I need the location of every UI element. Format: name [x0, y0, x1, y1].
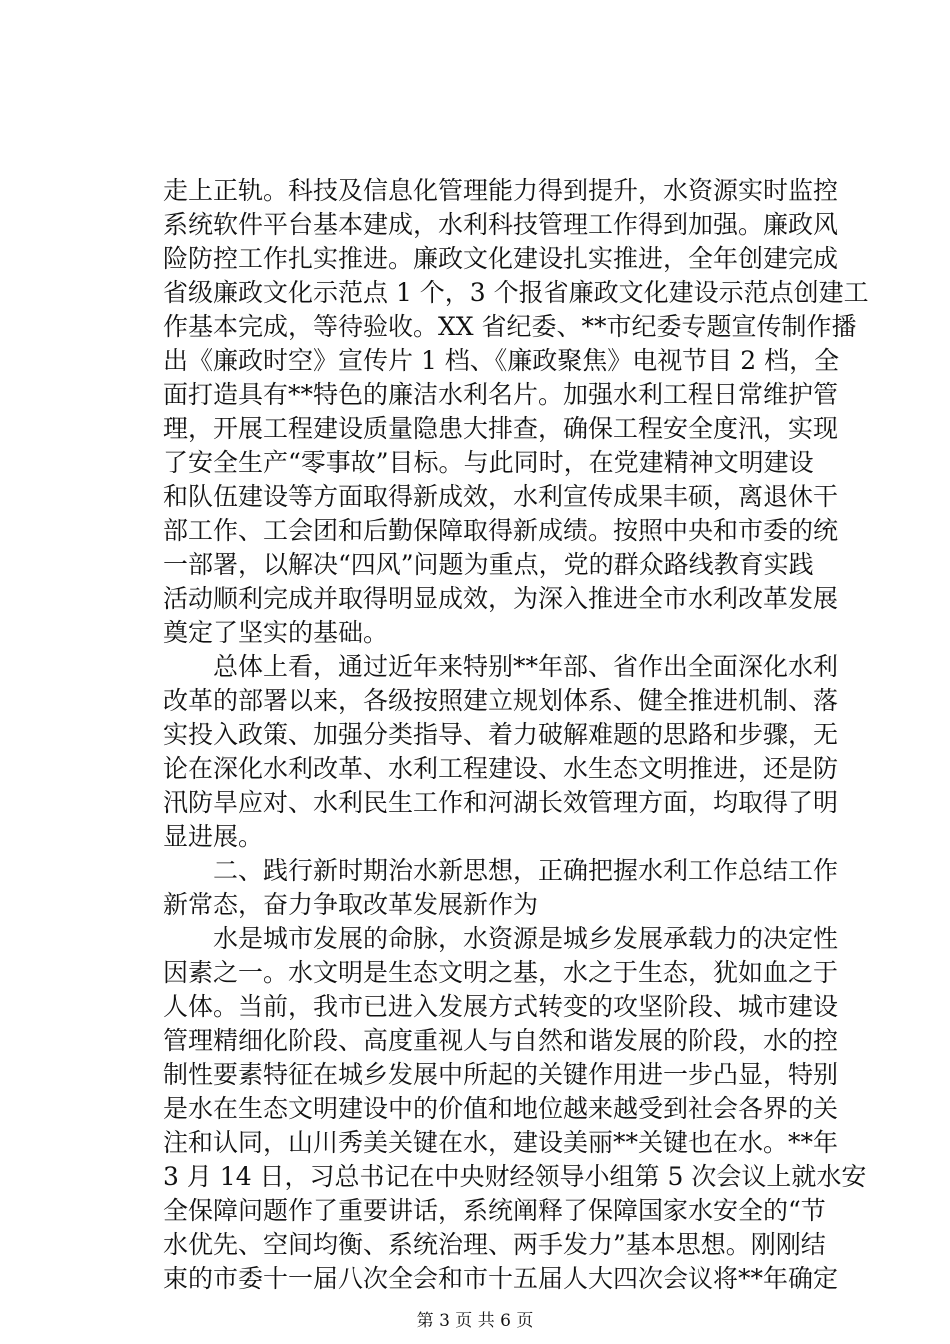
text-line: 注和认同，山川秀美关键在水，建设美丽**关键也在水。**年	[163, 1128, 839, 1157]
text-line: 总体上看，通过近年来特别**年部、省作出全面深化水利	[163, 652, 839, 681]
text-line: 是水在生态文明建设中的价值和地位越来越受到社会各界的关	[163, 1094, 839, 1123]
text-line: 理，开展工程建设质量隐患大排查，确保工程安全度汛，实现	[163, 414, 839, 443]
text-line: 束的市委十一届八次全会和市十五届人大四次会议将**年确定	[163, 1264, 839, 1293]
text-line: 和队伍建设等方面取得新成效，水利宣传成果丰硕，离退休干	[163, 482, 839, 511]
section-heading-line: 新常态，奋力争取改革发展新作为	[163, 890, 539, 919]
text-line: 面打造具有**特色的廉洁水利名片。加强水利工程日常维护管	[163, 380, 839, 409]
section-heading-line: 二、践行新时期治水新思想，正确把握水利工作总结工作	[163, 856, 839, 885]
text-line: 活动顺利完成并取得明显成效，为深入推进全市水利改革发展	[163, 584, 839, 613]
text-line: 系统软件平台基本建成，水利科技管理工作得到加强。廉政风	[163, 210, 839, 239]
text-line: 因素之一。水文明是生态文明之基，水之于生态，犹如血之于	[163, 958, 839, 987]
text-line: 人体。当前，我市已进入发展方式转变的攻坚阶段、城市建设	[163, 992, 839, 1021]
text-line: 全保障问题作了重要讲话，系统阐释了保障国家水安全的“节	[163, 1196, 826, 1225]
text-line: 走上正轨。科技及信息化管理能力得到提升，水资源实时监控	[163, 176, 839, 205]
text-line: 省级廉政文化示范点 1 个，3 个报省廉政文化建设示范点创建工	[163, 278, 869, 307]
text-line: 制性要素特征在城乡发展中所起的关键作用进一步凸显，特别	[163, 1060, 839, 1089]
text-line: 显进展。	[163, 822, 264, 851]
text-line: 出《廉政时空》宣传片 1 档、《廉政聚焦》电视节目 2 档，全	[163, 346, 840, 375]
text-line: 3 月 14 日，习总书记在中央财经领导小组第 5 次会议上就水安	[163, 1162, 867, 1191]
text-line: 实投入政策、加强分类指导、着力破解难题的思路和步骤，无	[163, 720, 839, 749]
text-line: 改革的部署以来，各级按照建立规划体系、健全推进机制、落	[163, 686, 839, 715]
text-line: 部工作、工会团和后勤保障取得新成绩。按照中央和市委的统	[163, 516, 839, 545]
text-line: 奠定了坚实的基础。	[163, 618, 389, 647]
text-line: 作基本完成，等待验收。XX 省纪委、**市纪委专题宣传制作播	[163, 312, 857, 341]
text-line: 管理精细化阶段、高度重视人与自然和谐发展的阶段，水的控	[163, 1026, 839, 1055]
text-line: 论在深化水利改革、水利工程建设、水生态文明推进，还是防	[163, 754, 839, 783]
text-line: 水是城市发展的命脉，水资源是城乡发展承载力的决定性	[163, 924, 839, 953]
text-line: 一部署，以解决“四风”问题为重点，党的群众路线教育实践	[163, 550, 814, 579]
text-line: 水优先、空间均衡、系统治理、两手发力”基本思想。刚刚结	[163, 1230, 826, 1259]
page-footer: 第 3 页 共 6 页	[416, 1311, 534, 1331]
text-line: 了安全生产“零事故”目标。与此同时，在党建精神文明建设	[163, 448, 814, 477]
text-line: 险防控工作扎实推进。廉政文化建设扎实推进，全年创建完成	[163, 244, 839, 273]
text-line: 汛防旱应对、水利民生工作和河湖长效管理方面，均取得了明	[163, 788, 839, 817]
